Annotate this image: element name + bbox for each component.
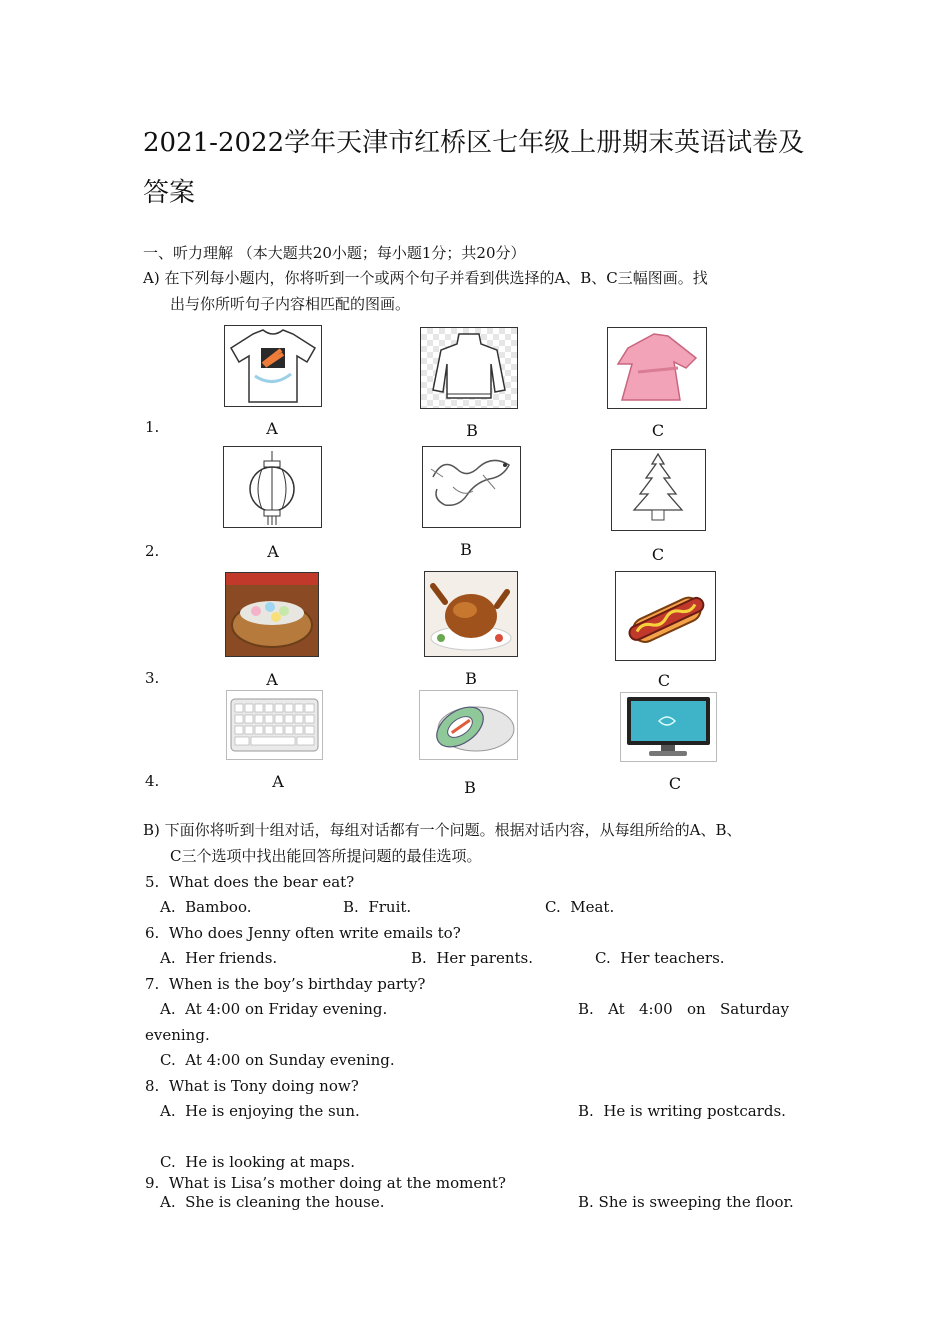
option-c: C. He is looking at maps. (160, 1153, 355, 1171)
option-label: A (266, 670, 278, 689)
option-label: C (657, 671, 671, 690)
lantern-icon (223, 446, 322, 528)
option-a: A. Her friends. (160, 949, 278, 967)
option-label: A (266, 419, 278, 438)
section-heading: 一、听力理解 （本大题共20小题；每小题1分；共20分） (143, 244, 526, 262)
sweater-icon (420, 327, 518, 409)
question-number: 2. (145, 542, 160, 560)
option-label: B (465, 669, 477, 688)
candy-basket-icon (225, 572, 319, 657)
option-a: A. At 4:00 on Friday evening. (160, 1000, 388, 1018)
option-label: A (267, 542, 279, 561)
dragon-icon (422, 446, 521, 528)
option-c: C. Meat. (545, 898, 615, 916)
part-b-instruction-1: B) 下面你将听到十组对话，每组对话都有一个问题。根据对话内容，从每组所给的A、B、 (143, 821, 742, 839)
option-b-continued: evening. (145, 1026, 210, 1044)
hotdog-icon (615, 571, 716, 661)
christmas-tree-icon (611, 449, 706, 531)
option-a: A. Bamboo. (160, 898, 252, 916)
part-b-instruction-2: C三个选项中找出能回答所提问题的最佳选项。 (170, 847, 482, 865)
question-8: 8. What is Tony doing now? (145, 1077, 359, 1095)
question-7: 7. When is the boy’s birthday party? (145, 975, 426, 993)
option-b: B. Fruit. (343, 898, 412, 916)
option-a: A. He is enjoying the sun. (160, 1102, 360, 1120)
tshirt-icon (224, 325, 322, 407)
option-label: B (464, 778, 476, 797)
option-b: B. She is sweeping the floor. (578, 1193, 794, 1211)
option-label: C (651, 545, 665, 564)
question-number: 3. (145, 669, 160, 687)
question-number: 4. (145, 772, 160, 790)
option-c: C. At 4:00 on Sunday evening. (160, 1051, 395, 1069)
option-label: C (668, 774, 682, 793)
part-a-instruction-2: 出与你所听句子内容相匹配的图画。 (170, 295, 411, 313)
question-6: 6. Who does Jenny often write emails to? (145, 924, 461, 942)
option-a: A. She is cleaning the house. (160, 1193, 385, 1211)
dress-icon (607, 327, 707, 409)
option-label: A (272, 772, 284, 791)
part-a-instruction-1: A) 在下列每小题内，你将听到一个或两个句子并看到供选择的A、B、C三幅图画。找 (143, 269, 708, 287)
option-b: B. Her parents. (411, 949, 533, 967)
question-9: 9. What is Lisa’s mother doing at the moment? (145, 1174, 506, 1192)
mouse-icon (419, 690, 518, 760)
option-c: C. Her teachers. (595, 949, 725, 967)
page-title: 2021-2022学年天津市红桥区七年级上册期末英语试卷及答案 (143, 128, 805, 208)
monitor-icon (620, 692, 717, 762)
keyboard-icon (226, 690, 323, 760)
option-label: B (460, 540, 472, 559)
question-5: 5. What does the bear eat? (145, 873, 355, 891)
option-b: B. At 4:00 on Saturday (578, 1000, 790, 1018)
option-label: C (651, 421, 665, 440)
option-label: B (466, 421, 478, 440)
question-number: 1. (145, 418, 160, 436)
option-b: B. He is writing postcards. (578, 1102, 786, 1120)
roast-turkey-icon (424, 571, 518, 657)
